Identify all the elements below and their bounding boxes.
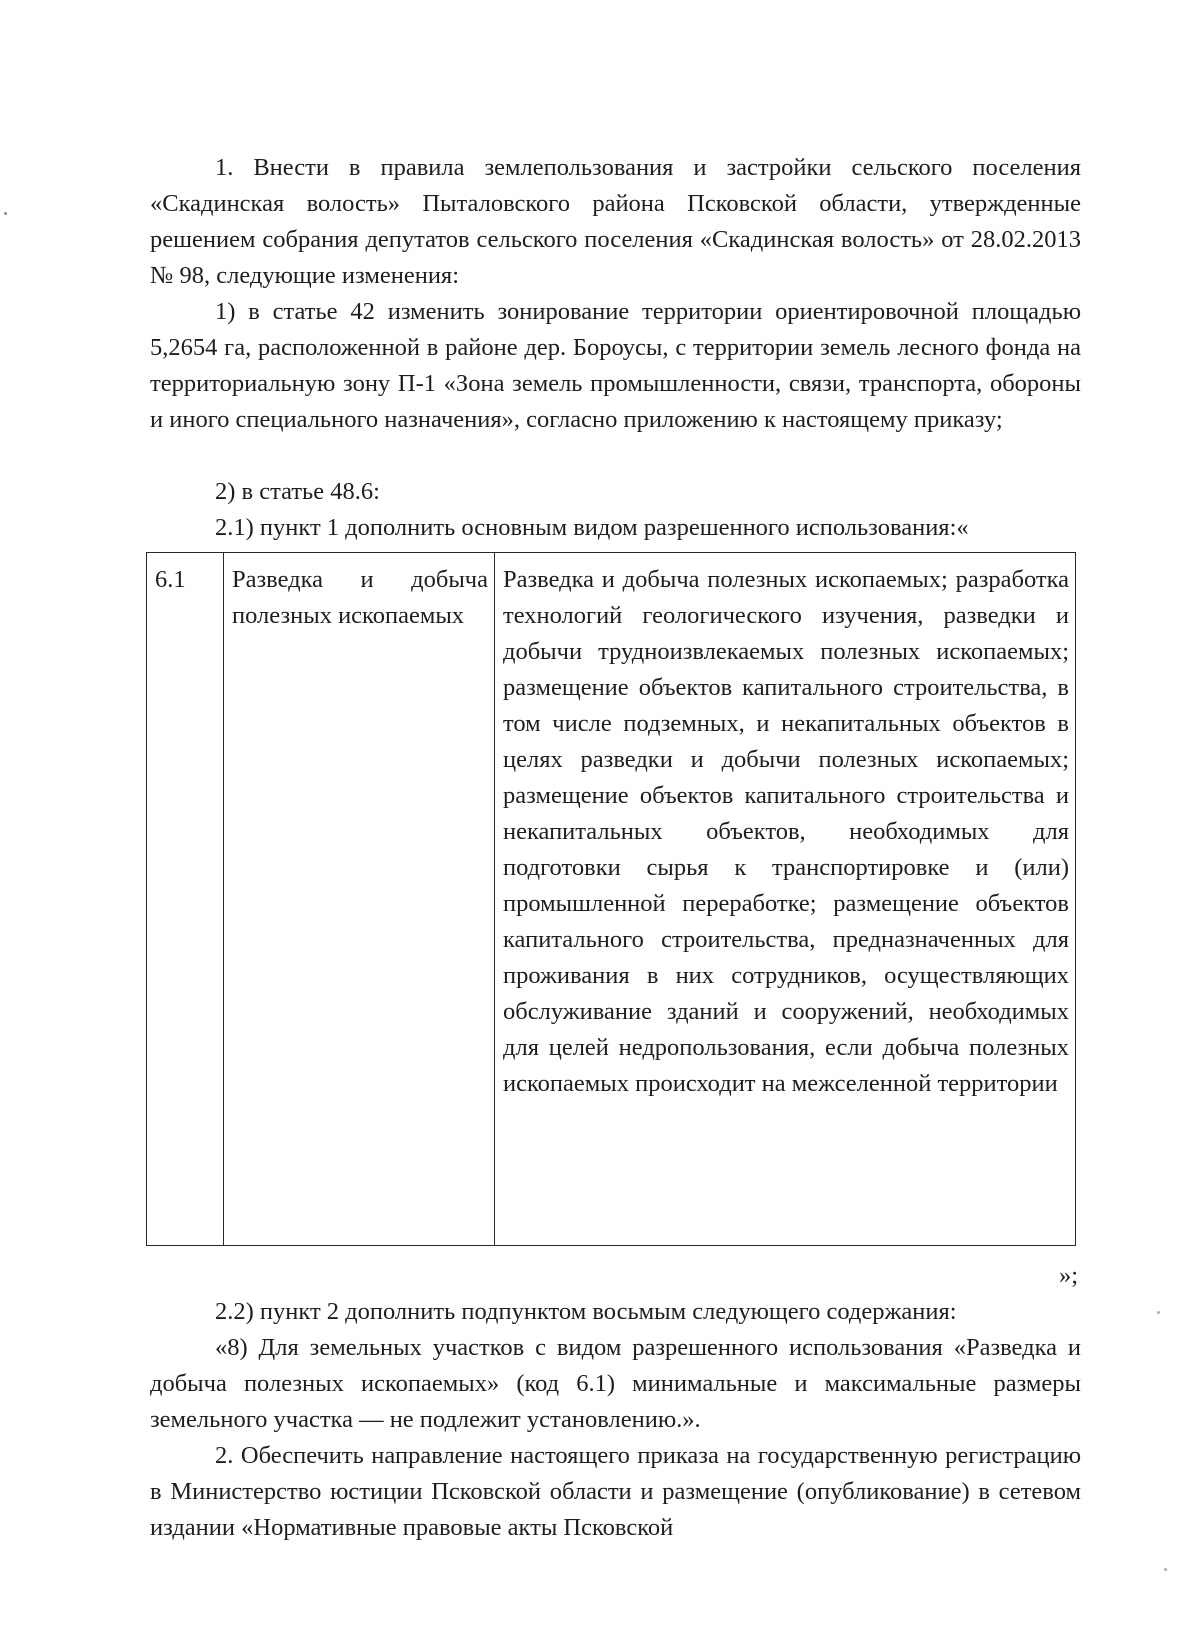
- paragraph-item-1: 1. Внести в правила землепользования и застройки сельского поселения «Скадинская волость» Пыталовского района Псковской области, утвержденные решением собрания депутатов сельского поселения «Скадинская волость» от 28.02.2013 № 98, следующие изменения:: [150, 154, 1081, 289]
- paragraph-item-8: «8) Для земельных участков с видом разрешенного использования «Разведка и добыча полезных ископаемых» (код 6.1) минимальные и максимальные размеры земельного участка — не подлежит установлению.».: [150, 1334, 1081, 1433]
- paragraph-item-2-publication: 2. Обеспечить направление настоящего приказа на государственную регистрацию в Министерство юстиции Псковской области и размещение (опубликование) в сетевом издании «Нормативные правовые акты Псковской: [150, 1442, 1081, 1541]
- paragraph-item-2: 2) в статье 48.6:: [215, 478, 380, 505]
- paragraph-item-1-1: 1) в статье 42 изменить зонирование территории ориентировочной площадью 5,2654 га, расположенной в районе дер. Бороусы, с территории земель лесного фонда на территориальную зону П-1 «Зона земель промышленности, связи, транспорта, обороны и иного специального назначения», согласно приложению к настоящему приказу;: [150, 298, 1081, 433]
- table-cell-code: 6.1: [147, 553, 224, 1246]
- table-row: [147, 553, 1076, 1246]
- table-cell-name: Разведка и добыча полезных ископаемых: [224, 553, 495, 1246]
- paragraph-item-2-1: 2.1) пункт 1 дополнить основным видом разрешенного использования:«: [215, 514, 969, 541]
- scan-speck: [4, 212, 7, 215]
- scan-speck: [1164, 1568, 1167, 1571]
- scan-speck: [1157, 1311, 1160, 1314]
- paragraph-item-2-2: 2.2) пункт 2 дополнить подпунктом восьмым следующего содержания:: [215, 1298, 957, 1325]
- table-cell-description: Разведка и добыча полезных ископаемых; разработка технологий геологического изучения, разведки и добычи трудноизвлекаемых полезных ископаемых; размещение объектов капитального строительства, в том числе подземных, и некапитальных объектов в целях разведки и добычи полезных ископаемых; размещение объектов капитального строительства и некапитальных объектов, необходимых для подготовки сырья к транспортировке и (или) промышленной переработке; размещение объектов капитального строительства, предназначенных для проживания в них сотрудников, осуществляющих обслуживание зданий и сооружений, необходимых для целей недропользования, если добыча полезных ископаемых происходит на межселенной территории: [495, 553, 1076, 1246]
- land-use-table: [146, 552, 1076, 1246]
- closing-quote-mark: »;: [1058, 1262, 1078, 1289]
